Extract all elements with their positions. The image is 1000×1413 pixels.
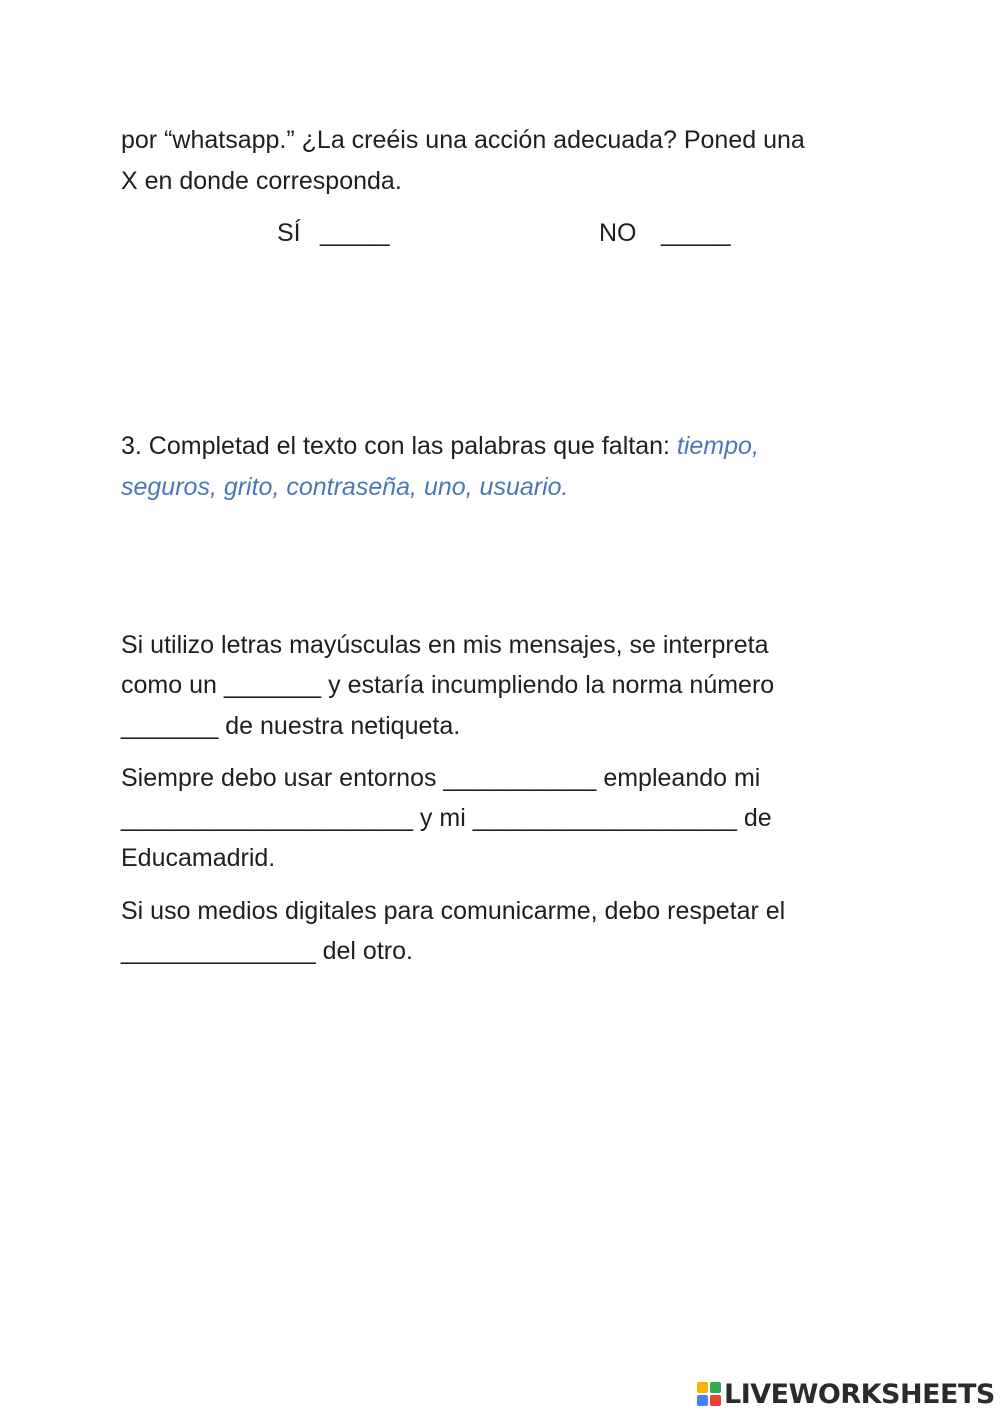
paragraph-2-line-3: Educamadrid.	[121, 844, 276, 872]
seguros-blank[interactable]: ___________	[443, 764, 597, 792]
paragraph-3-line-2	[121, 931, 413, 971]
question-3-prompt-line	[121, 426, 759, 466]
paragraph-2-text-d: de	[736, 804, 772, 832]
paragraph-2-text-a: Siempre debo usar entornos	[121, 764, 444, 792]
paragraph-1-text-b: y estaría incumpliendo la norma número	[321, 671, 775, 699]
paragraph-2-text-b: empleando mi	[596, 764, 761, 792]
paragraph-1-text-c: de nuestra netiqueta.	[218, 712, 461, 740]
logo-square-red	[710, 1395, 721, 1406]
logo-mark-icon	[697, 1382, 721, 1406]
paragraph-1-text-a: como un	[121, 671, 224, 699]
paragraph-1-line-1: Si utilizo letras mayúsculas en mis mensajes, se interpreta	[121, 631, 769, 659]
paragraph-1-line-3	[121, 706, 460, 746]
yes-label: SÍ	[277, 219, 301, 247]
question-3-prompt: 3. Completad el texto con las palabras que faltan:	[121, 432, 677, 460]
logo-text: LIVEWORKSHEETS	[724, 1378, 995, 1410]
grito-blank[interactable]: _______	[223, 671, 322, 699]
question-2-line-2: X en donde corresponda.	[121, 167, 402, 195]
paragraph-2-text-c: y mi	[412, 804, 473, 832]
contrasena-blank[interactable]: ___________________	[472, 804, 737, 832]
paragraph-3-line-1: Si uso medios digitales para comunicarme, debo respetar el	[121, 897, 786, 925]
logo-square-yellow	[697, 1382, 708, 1393]
paragraph-1-line-2	[121, 665, 774, 705]
liveworksheets-logo	[697, 1376, 995, 1412]
word-bank-line-2: seguros, grito, contraseña, uno, usuario.	[121, 473, 569, 501]
question-2-line-1: por “whatsapp.” ¿La creéis una acción adecuada? Poned una	[121, 126, 805, 154]
yes-answer-blank[interactable]: _____	[320, 219, 390, 247]
no-label: NO	[599, 219, 637, 247]
norma-number-blank[interactable]: _______	[121, 712, 219, 740]
logo-square-green	[710, 1382, 721, 1393]
word-bank-line-1: tiempo,	[676, 432, 759, 460]
paragraph-2-line-2	[121, 798, 772, 838]
logo-square-blue	[697, 1395, 708, 1406]
paragraph-3-text-b: del otro.	[315, 937, 413, 965]
tiempo-blank[interactable]: ______________	[121, 937, 316, 965]
no-answer-blank[interactable]: _____	[661, 219, 731, 247]
paragraph-2-line-1	[121, 758, 760, 798]
usuario-blank[interactable]: _____________________	[121, 804, 413, 832]
